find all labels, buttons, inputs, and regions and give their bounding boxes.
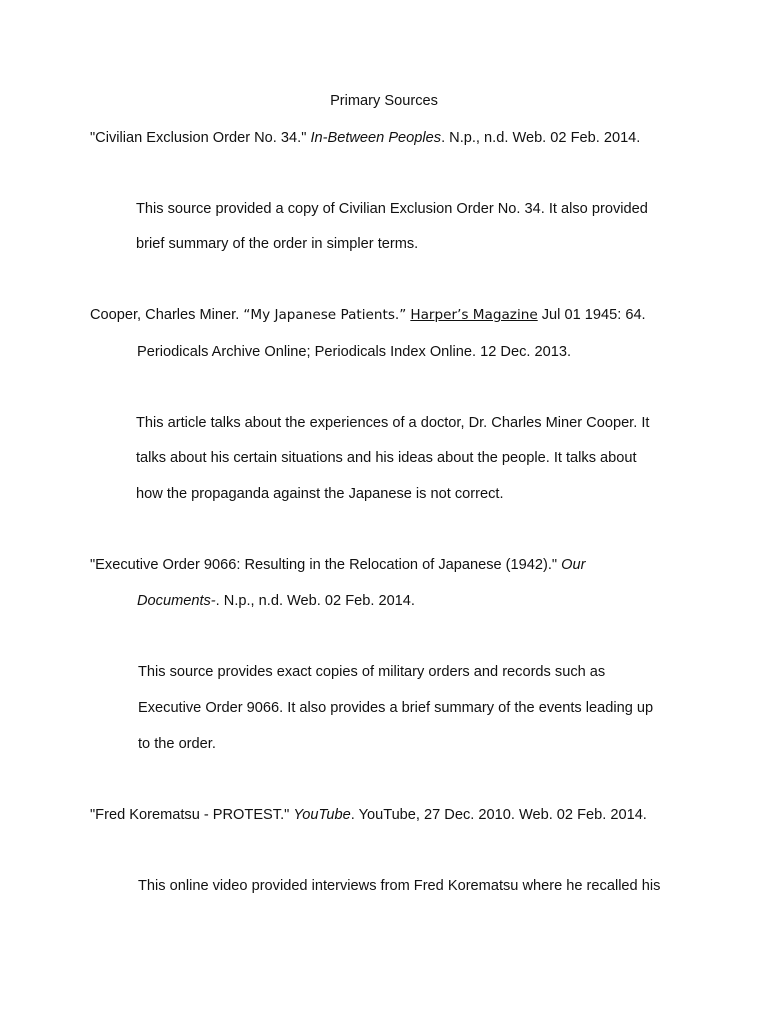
citation-cooper [90,306,646,324]
citation-text: "Fred Korematsu - PROTEST." [90,807,294,823]
citation-text: . YouTube, 27 Dec. 2010. Web. 02 Feb. 2014. [350,807,647,823]
citation-fred-korematsu [90,806,647,824]
annotation-line: how the propaganda against the Japanese is not correct. [136,486,504,502]
citation-magazine-title: Harper’s Magazine [410,307,538,323]
citation-text: "Civilian Exclusion Order No. 34." [90,130,311,146]
page-title: Primary Sources [330,93,438,109]
annotation-line: This online video provided interviews from Fred Korematsu where he recalled his [138,878,661,894]
annotation-line: talks about his certain situations and his ideas about the people. It talks about [136,450,637,466]
citation-italic-title: In-Between Peoples [310,130,442,146]
citation-article-title: “My Japanese Patients.” [243,307,407,323]
citation-continuation: Periodicals Archive Online; Periodicals Index Online. 12 Dec. 2013. [137,344,571,360]
citation-text: "Executive Order 9066: Resulting in the Relocation of Japanese (1942)." [90,557,562,573]
citation-civilian-exclusion-order [90,129,640,147]
citation-italic-title: YouTube [293,807,351,823]
citation-continuation [137,592,415,610]
annotation-line: This source provided a copy of Civilian Exclusion Order No. 34. It also provided [136,201,648,217]
citation-italic-title: Documents- [137,593,216,609]
citation-italic-title: Our [561,557,586,573]
annotation-line: brief summary of the order in simpler terms. [136,236,419,252]
citation-text: . N.p., n.d. Web. 02 Feb. 2014. [215,593,415,609]
citation-text: Jul 01 1945: 64. [537,307,646,323]
citation-text: Cooper, Charles Miner. [90,307,244,323]
citation-executive-order-9066 [90,556,585,574]
annotation-line: This article talks about the experiences of a doctor, Dr. Charles Miner Cooper. It [136,415,650,431]
annotation-line: Executive Order 9066. It also provides a brief summary of the events leading up [138,700,654,716]
annotation-line: This source provides exact copies of military orders and records such as [138,664,606,680]
annotation-line: to the order. [138,736,216,752]
citation-text: . N.p., n.d. Web. 02 Feb. 2014. [441,130,641,146]
